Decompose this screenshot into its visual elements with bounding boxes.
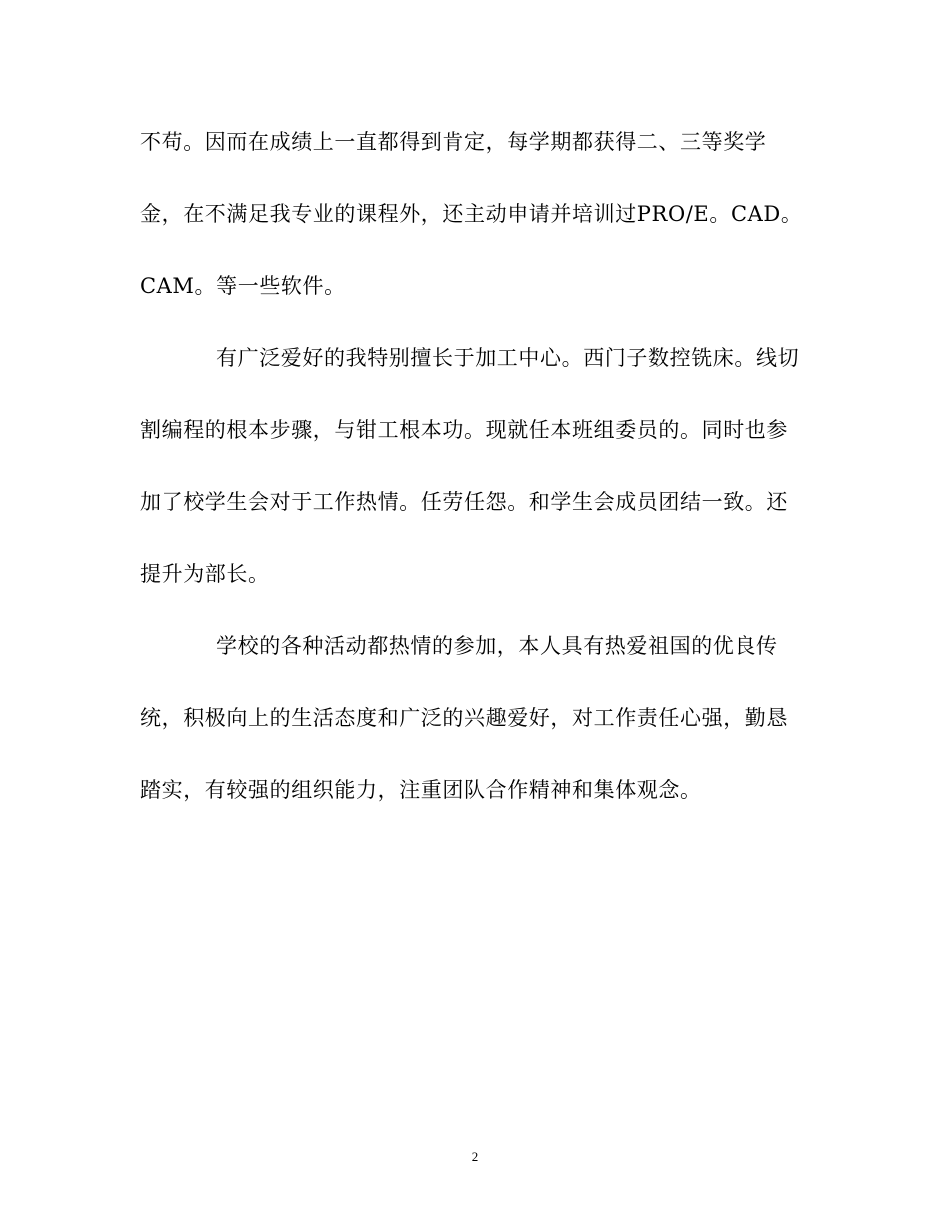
paragraph-line: 统，积极向上的生活态度和广泛的兴趣爱好，对工作责任心强，勤恳 (140, 706, 788, 730)
paragraph-line: 提升为部长。 (140, 562, 270, 586)
paragraph-line: 割编程的根本步骤，与钳工根本功。现就任本班组委员的。同时也参 (140, 418, 788, 442)
paragraph-line: 加了校学生会对于工作热情。任劳任怨。和学生会成员团结一致。还 (140, 490, 788, 514)
paragraph-line: 踏实，有较强的组织能力，注重团队合作精神和集体观念。 (140, 778, 702, 802)
paragraph-line: CAM。等一些软件。 (140, 274, 346, 298)
paragraph-line: 有广泛爱好的我特别擅长于加工中心。西门子数控铣床。线切 (216, 346, 800, 370)
paragraph-line: 金，在不满足我专业的课程外，还主动申请并培训过PRO/E。CAD。 (140, 202, 803, 226)
paragraph-line: 学校的各种活动都热情的参加，本人具有热爱祖国的优良传 (216, 634, 778, 658)
page-number: 2 (471, 1149, 479, 1164)
paragraph-line: 不苟。因而在成绩上一直都得到肯定，每学期都获得二、三等奖学 (140, 130, 767, 154)
